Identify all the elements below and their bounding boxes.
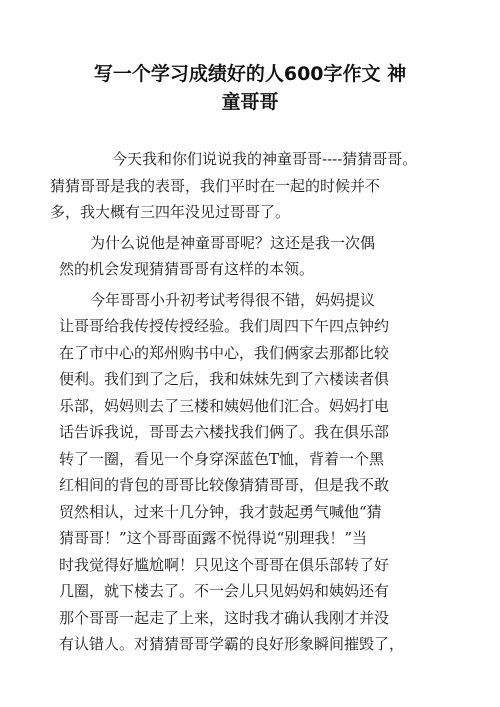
article-body	[50, 146, 436, 662]
paragraph	[50, 146, 436, 226]
text-line: 转了一圈，看见一个身穿深蓝色T恤，背着一个黑	[59, 449, 385, 468]
text-line: 让哥哥给我传授传授经验。我们周四下午四点钟约	[59, 317, 390, 335]
text-line: 有认错人。对猜猜哥哥学霸的良好形象瞬间摧毁了，	[59, 635, 405, 653]
text-line: 多，我大概有三四年没见过哥哥了。	[50, 203, 291, 221]
text-line: 便利。我们到了之后，我和妹妹先到了六楼读者俱	[59, 370, 390, 388]
text-line: 在了市中心的郑州购书中心，我们俩家去那都比较	[59, 343, 390, 362]
text-line: 红相间的背包的哥哥比较像猜猜哥哥，但是我不敢	[59, 476, 390, 494]
text-line: 贸然相认，过来十几分钟，我才鼓起勇气喊他“猜	[59, 502, 382, 521]
title-line: 童哥哥	[221, 91, 279, 113]
title-line: 写一个学习成绩好的人600字作文 神	[93, 63, 407, 85]
text-line: 今天我和你们说说我的神童哥哥----猜猜哥哥。	[112, 150, 418, 168]
document-title	[40, 60, 460, 116]
paragraph	[59, 230, 436, 283]
text-line: 猜哥哥！”这个哥哥面露不悦得说“别理我！”当	[59, 529, 368, 547]
text-line: 猜猜哥哥是我的表哥，我们平时在一起的时候并不	[50, 176, 381, 195]
text-line: 那个哥哥一起走了上来，这时我才确认我刚才并没	[59, 608, 390, 627]
text-line: 话告诉我说，哥哥去六楼找我们俩了。我在俱乐部	[59, 423, 390, 441]
text-line: 乐部，妈妈则去了三楼和姨妈他们汇合。妈妈打电	[59, 396, 390, 415]
text-line: 为什么说他是神童哥哥呢？这还是我一次偶	[90, 233, 376, 252]
text-line: 几圈，就下楼去了。不一会儿只见妈妈和姨妈还有	[59, 582, 390, 600]
text-line: 今年哥哥小升初考试考得很不错，妈妈提议	[90, 290, 376, 309]
paragraph	[59, 287, 436, 658]
text-line: 然的机会发现猜猜哥哥有这样的本领。	[59, 260, 315, 278]
text-line: 时我觉得好尴尬啊！只见这个哥哥在俱乐部转了好	[59, 555, 390, 574]
